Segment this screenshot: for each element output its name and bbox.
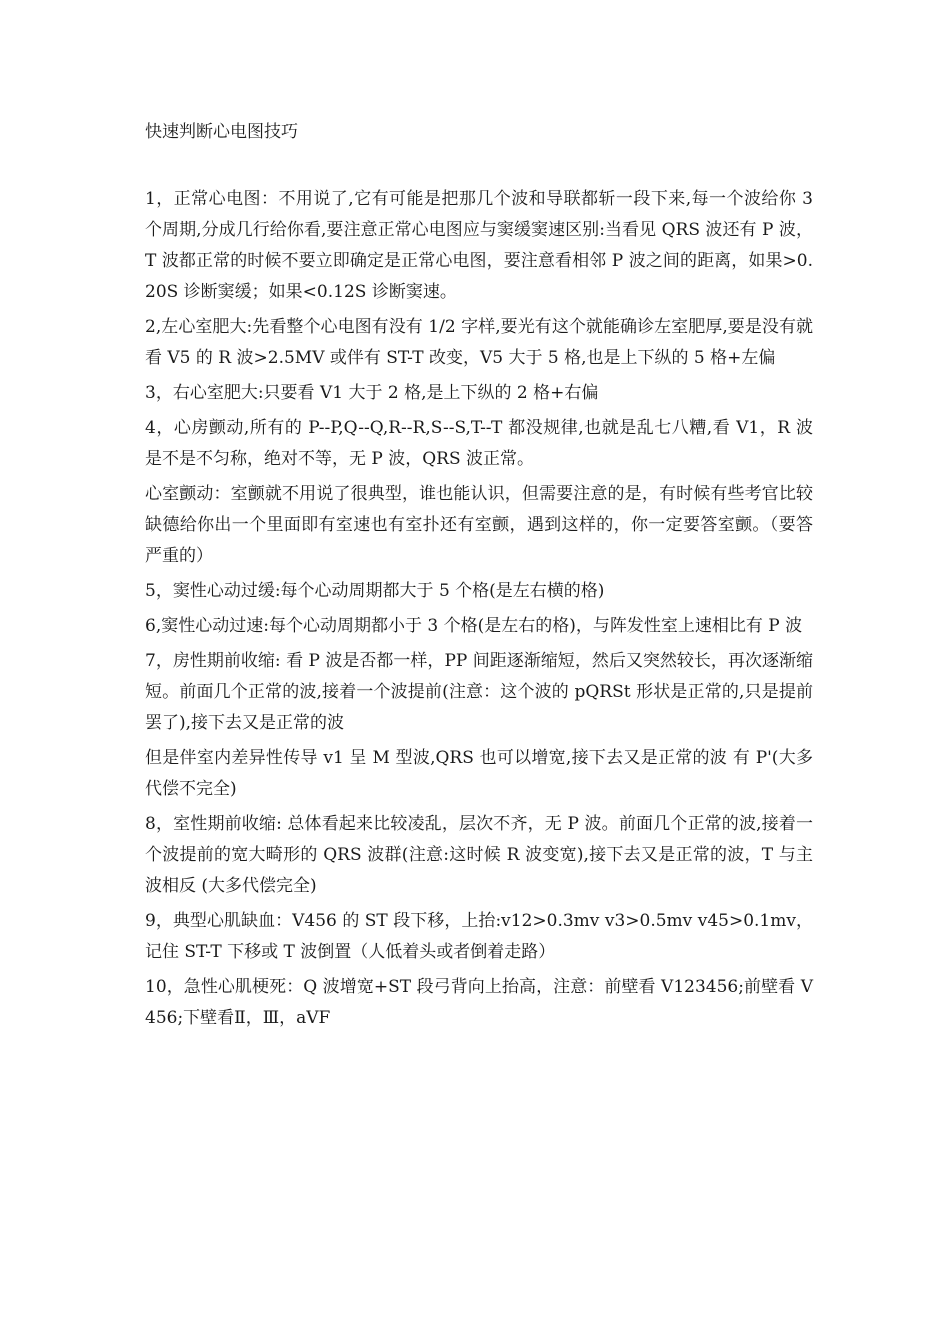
paragraph-left-ventricular-hypertrophy: 2,左心室肥大:先看整个心电图有没有 1/2 字样,要光有这个就能确诊左室肥厚,要是没有就看 V5 的 R 波>2.5MV 或伴有 ST-T 改变，V5 大于 5 格,也是上下纵的 5 格+左偏 [145, 317, 813, 368]
paragraph-myocardial-ischemia: 9，典型心肌缺血：V456 的 ST 段下移，上抬:v12>0.3mv v3>0.5mv v45>0.1mv，记住 ST-T 下移或 T 波倒置（人低着头或者倒着走路） [145, 911, 813, 962]
paragraph-sinus-tachycardia: 6,窦性心动过速:每个心动周期都小于 3 个格(是左右的格)，与阵发性室上速相比有 P 波 [145, 616, 803, 636]
paragraph-aberrant-conduction: 但是伴室内差异性传导 v1 呈 M 型波,QRS 也可以增宽,接下去又是正常的波 有 P'(大多代偿不完全) [145, 748, 813, 799]
paragraph-atrial-premature-contraction: 7，房性期前收缩: 看 P 波是否都一样，PP 间距逐渐缩短，然后又突然较长，再次逐渐缩短。前面几个正常的波,接着一个波提前(注意：这个波的 pQRSt 形状是正常的,只是提前罢了),接下去又是正常的波 [145, 651, 813, 733]
paragraph-right-ventricular-hypertrophy: 3，右心室肥大:只要看 V1 大于 2 格,是上下纵的 2 格+右偏 [145, 383, 599, 403]
paragraph-normal-ecg: 1，正常心电图：不用说了,它有可能是把那几个波和导联都斩一段下来,每一个波给你 3 个周期,分成几行给你看,要注意正常心电图应与窦缓窦速区别:当看见 QRS 波还有 P 波，T 波都正常的时候不要立即确定是正常心电图，要注意看相邻 P 波之间的距离，如果>0.20S 诊断窦缓；如果<0.12S 诊断窦速。 [145, 189, 813, 302]
paragraph-ventricular-fibrillation: 心室颤动：室颤就不用说了很典型，谁也能认识，但需要注意的是，有时候有些考官比较缺德给你出一个里面即有室速也有室扑还有室颤，遇到这样的，你一定要答室颤。（要答严重的） [145, 484, 813, 566]
document-body [145, 117, 813, 1038]
document-title: 快速判断心电图技巧 [145, 122, 298, 142]
paragraph-acute-myocardial-infarction: 10，急性心肌梗死：Q 波增宽+ST 段弓背向上抬高，注意：前壁看 V123456;前壁看 V456;下壁看Ⅱ，Ⅲ，aVF [145, 977, 813, 1028]
paragraph-sinus-bradycardia: 5，窦性心动过缓:每个心动周期都大于 5 个格(是左右横的格) [145, 581, 605, 601]
paragraph-ventricular-premature-contraction: 8，室性期前收缩: 总体看起来比较凌乱，层次不齐，无 P 波。前面几个正常的波,接着一个波提前的宽大畸形的 QRS 波群(注意:这时候 R 波变宽),接下去又是正常的波，T 与主波相反 (大多代偿完全) [145, 814, 813, 896]
paragraph-atrial-fibrillation: 4，心房颤动,所有的 P--P,Q--Q,R--R,S--S,T--T 都没规律,也就是乱七八糟,看 V1，R 波是不是不匀称，绝对不等，无 P 波，QRS 波正常。 [145, 418, 813, 469]
